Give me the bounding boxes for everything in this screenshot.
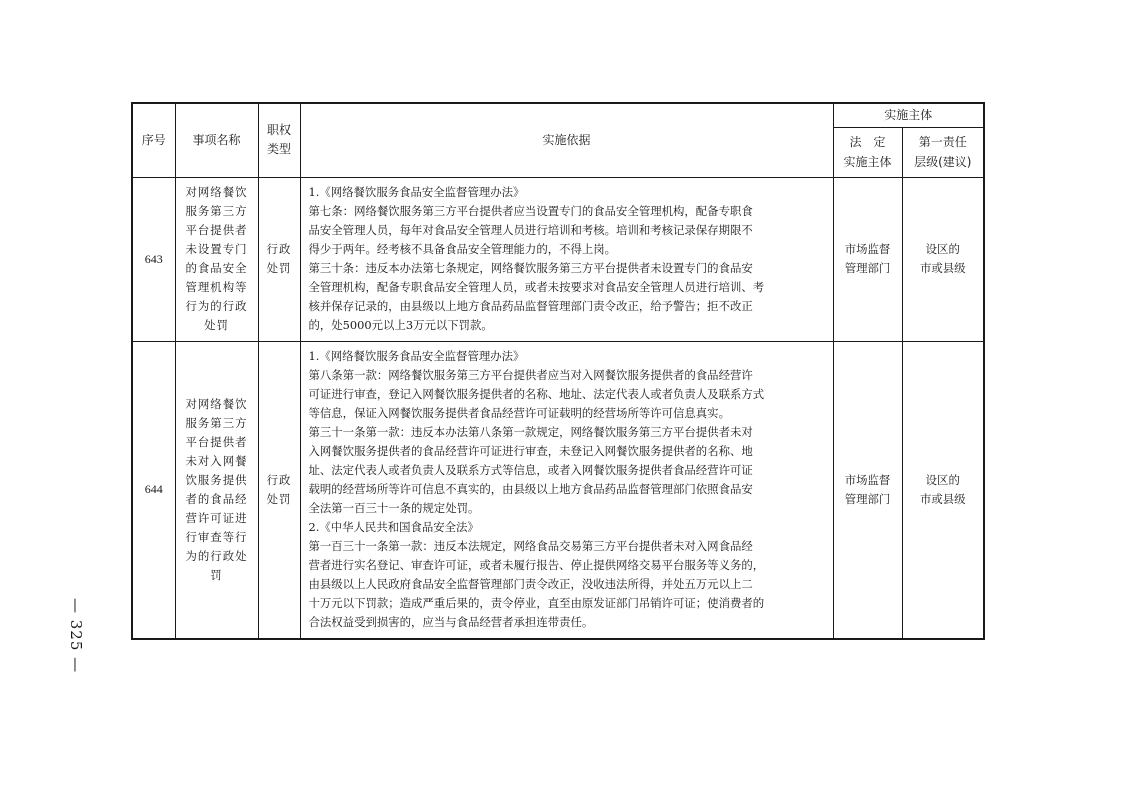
table-row [132,177,984,341]
basis-line: 十万元以下罚款；造成严重后果的，责令停业，直至由原发证部门吊销许可证；使消费者的 [308,595,765,610]
basis-line: 入网餐饮服务提供者的食品经营许可证进行审查，未登记入网餐饮服务提供者的名称、地 [308,443,753,458]
row-level [902,341,984,639]
name-line: 营许可证进 [185,510,248,525]
row-legal-subject [833,341,902,639]
legal-line: 管理部门 [844,261,891,275]
row-type [258,341,300,639]
row-no: 643 [132,177,175,341]
basis-line: 载明的经营场所等许可信息不真实的，由县级以上地方食品药品监督管理部门依照食品安 [308,481,753,496]
row-type [258,177,300,341]
name-line: 行审查等行 [185,529,248,544]
header-level-line2: 层级(建议) [914,155,972,169]
header-level [902,127,984,177]
basis-line: 可证进行审查，登记入网餐饮服务提供者的名称、地址、法定代表人或者负责人及联系方式 [308,386,765,401]
basis-line: 得少于两年。经考核不具备食品安全管理能力的，不得上岗。 [308,241,617,256]
type-line: 行政 [266,472,292,487]
header-legal-line1: 法 定 [849,135,886,149]
row-name [175,341,258,639]
level-line: 市或县级 [919,491,966,506]
basis-line: 全管理机构，配备专职食品安全管理人员，或者未按要求对食品安全管理人员进行培训、考 [308,279,765,294]
basis-line: 由县级以上人民政府食品安全监督管理部门责令改正，没收违法所得，并处五万元以上二 [308,576,753,591]
type-line: 处罚 [266,261,292,275]
regulation-table [131,102,985,640]
type-line: 处罚 [266,491,292,506]
basis-line: 的，处5000元以上3万元以下罚款。 [308,317,493,332]
row-basis [300,341,833,639]
name-line: 者的食品经 [185,491,248,506]
name-line: 对网络餐饮 [185,396,248,411]
basis-line: 品安全管理人员，每年对食品安全管理人员进行培训和考核。培训和考核记录保存期限不 [308,222,753,237]
legal-line: 管理部门 [844,491,891,506]
legal-line: 市场监督 [844,242,891,256]
name-line: 服务第三方 [185,415,248,430]
name-line: 未设置专门 [185,242,248,256]
page-number: — 325 — [67,598,85,674]
row-name [175,177,258,341]
basis-line: 址、法定代表人或者负责人及联系方式等信息，或者入网餐饮服务提供者食品经营许可证 [308,462,753,477]
row-no: 644 [132,341,175,639]
header-level-line1: 第一责任 [918,135,967,149]
basis-line: 第八条第一款：网络餐饮服务第三方平台提供者应当对入网餐饮服务提供者的食品经营许 [308,367,753,382]
name-line: 的食品安全 [185,261,248,275]
level-line: 市或县级 [919,261,966,275]
name-line: 服务第三方 [185,204,248,218]
row-legal-subject [833,177,902,341]
basis-line: 2.《中华人民共和国食品安全法》 [308,519,479,534]
basis-line: 全法第一百三十一条的规定处罚。 [308,500,480,515]
name-line: 饮服务提供 [185,472,248,487]
header-type-line1: 职权 [266,123,291,138]
name-line: 行为的行政 [185,299,248,313]
level-line: 设区的 [925,242,960,256]
row-level [902,177,984,341]
header-type-line2: 类型 [266,142,291,157]
basis-line: 营者进行实名登记、审查许可证，或者未履行报告、停止提供网络交易平台服务等义务的， [308,557,765,572]
header-name: 事项名称 [175,103,258,177]
row-basis [300,177,833,341]
header-basis: 实施依据 [300,103,833,177]
basis-line: 核并保存记录的，由县级以上地方食品药品监督管理部门责令改正，给予警告；拒不改正 [308,298,753,313]
name-line: 处罚 [204,318,229,332]
name-line: 管理机构等 [185,280,248,294]
header-type [258,103,300,177]
level-line: 设区的 [925,472,960,487]
basis-line: 第三十一条第一款：违反本办法第八条第一款规定，网络餐饮服务第三方平台提供者未对 [308,424,753,439]
name-line: 为的行政处 [185,548,248,563]
name-line: 平台提供者 [185,223,248,237]
name-line: 罚 [210,567,223,582]
header-subject: 实施主体 [833,103,984,127]
name-line: 对网络餐饮 [185,185,248,199]
basis-line: 第七条：网络餐饮服务第三方平台提供者应当设置专门的食品安全管理机构，配备专职食 [308,203,753,218]
basis-line: 第一百三十一条第一款：违反本法规定，网络食品交易第三方平台提供者未对入网食品经 [308,538,753,553]
header-legal-line2: 实施主体 [843,155,892,169]
table-row [132,341,984,639]
basis-line: 第三十条：违反本办法第七条规定，网络餐饮服务第三方平台提供者未设置专门的食品安 [308,260,753,275]
basis-line: 1.《网络餐饮服务食品安全监督管理办法》 [308,348,525,363]
basis-line: 1.《网络餐饮服务食品安全监督管理办法》 [308,184,525,199]
header-seq: 序号 [132,103,175,177]
basis-line: 合法权益受到损害的，应当与食品经营者承担连带责任。 [308,614,594,629]
legal-line: 市场监督 [844,472,891,487]
header-legal [833,127,902,177]
name-line: 平台提供者 [185,434,248,449]
basis-line: 等信息，保证入网餐饮服务提供者食品经营许可证载明的经营场所等许可信息真实。 [308,405,730,420]
type-line: 行政 [266,242,292,256]
name-line: 未对入网餐 [185,453,248,468]
